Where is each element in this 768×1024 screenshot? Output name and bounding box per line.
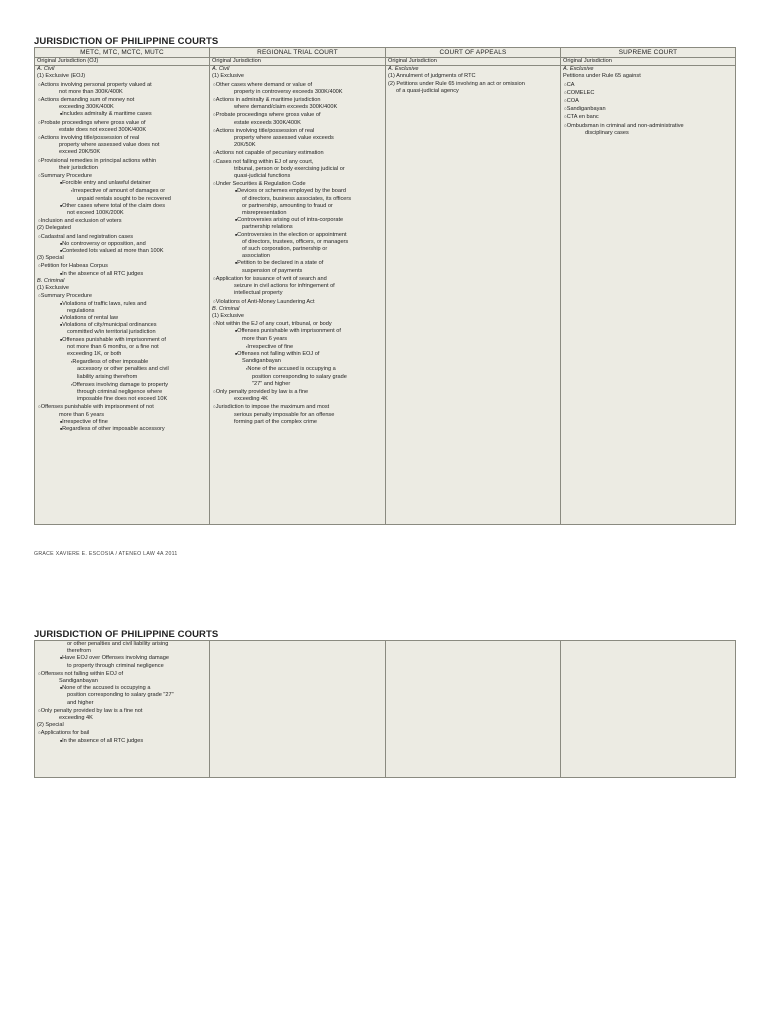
mtc-lines-continued xyxy=(37,641,209,745)
list-item: ■ Irrespective of fine xyxy=(37,419,209,426)
list-item: ○ Cadastral and land registration cases xyxy=(37,233,209,241)
cell-heading: Original Jurisdiction xyxy=(386,58,561,66)
list-item: ○ Summary Procedure xyxy=(37,172,209,180)
list-item: ■ No controversy or opposition, and xyxy=(37,241,209,248)
rtc-cell xyxy=(210,58,386,525)
list-item: ■ In the absence of all RTC judges xyxy=(37,271,209,278)
list-item: accessory or other penalties and civil xyxy=(77,366,169,373)
list-item: through criminal negligence where xyxy=(77,388,163,395)
column-header: COURT OF APPEALS xyxy=(386,48,561,58)
list-item: ○ Actions in admiralty & maritime jurisdiction xyxy=(212,96,385,104)
mtc-lines xyxy=(37,66,209,433)
list-item: ■ Regardless of other imposable accessory xyxy=(37,426,209,433)
mtc-cell-continued xyxy=(35,641,210,778)
table-row xyxy=(35,641,736,778)
list-item: ○ CA xyxy=(563,81,735,89)
table-row xyxy=(35,58,736,525)
list-item: exceed 20K/50K xyxy=(59,149,101,156)
list-item: ○ Inclusion and exclusion of voters xyxy=(37,217,209,225)
page-title: JURISDICTION OF PHILIPPINE COURTS xyxy=(34,36,219,47)
list-item: ▪ Offenses involving damage to property xyxy=(37,381,209,389)
list-item: ○ Actions demanding sum of money not xyxy=(37,96,209,104)
list-item: ○ Other cases where demand or value of xyxy=(212,81,385,89)
jurisdiction-table-continued xyxy=(34,640,736,778)
list-item: "27" and higher xyxy=(252,380,291,387)
list-item: property where assessed value exceeds xyxy=(234,135,334,142)
list-item: where demand/claim exceeds 300K/400K xyxy=(234,104,338,111)
list-item: ○ Offenses not falling within EOJ of xyxy=(37,670,209,678)
list-item: quasi-judicial functions xyxy=(234,173,291,180)
list-item: property in controversy exceeds 300K/400K xyxy=(234,88,343,95)
list-item: ○ Violations of Anti-Money Laundering Act xyxy=(212,298,385,306)
list-item: imposable fine does not exceed 10K xyxy=(77,396,168,403)
list-item: (1) Exclusive xyxy=(212,73,245,80)
list-item: 20K/50K xyxy=(234,142,256,149)
list-item: ○ COMELEC xyxy=(563,89,735,97)
list-item: disciplinary cases xyxy=(585,129,629,136)
list-item: and higher xyxy=(67,699,94,706)
list-item: estate exceeds 300K/400K xyxy=(234,119,301,126)
list-item: unpaid rentals sought to be recovered xyxy=(77,195,171,202)
document-page-2 xyxy=(34,629,735,778)
cell-heading: Original Jurisdiction (OJ) xyxy=(35,58,210,66)
sc-lines xyxy=(563,66,735,137)
list-item: A. Exclusive xyxy=(563,66,594,73)
list-item: B. Criminal xyxy=(37,277,65,284)
cell-heading: Original Jurisdiction xyxy=(210,58,386,66)
list-item: exceeding 4K xyxy=(234,396,268,403)
list-item: ○ COA xyxy=(563,97,735,105)
list-item: ○ Probate proceedings where gross value of xyxy=(37,119,209,127)
list-item: Petitions under Rule 65 against xyxy=(563,73,641,80)
list-item: (1) Exclusive (EOJ) xyxy=(37,73,86,80)
list-item: (2) Special xyxy=(37,722,64,729)
list-item: estate does not exceed 300K/400K xyxy=(59,126,147,133)
list-item: ○ Actions not capable of pecuniary estimation xyxy=(212,149,385,157)
list-item: ■ In the absence of all RTC judges xyxy=(37,738,209,745)
list-item: ▪ Irrespective of amount of damages or xyxy=(37,187,209,195)
list-item: ○ Applications for bail xyxy=(37,729,209,737)
ca-cell xyxy=(386,58,561,525)
list-item: ■ Violations of traffic laws, rules and xyxy=(37,301,209,308)
list-item: position corresponding to salary grade xyxy=(252,373,347,380)
sc-cell xyxy=(561,58,736,525)
list-item: ○ Not within the EJ of any court, tribunal, or body xyxy=(212,320,385,328)
list-item: partnership relations xyxy=(242,224,293,231)
document-page-1 xyxy=(34,36,735,525)
list-item: committed w/in territorial jurisdiction xyxy=(67,329,156,336)
list-item: association xyxy=(242,253,270,260)
page-footer: GRACE XAVIERE E. ESCOSIA / ATENEO LAW 4A 2011 xyxy=(34,551,178,557)
list-item: serious penalty imposable for an offense xyxy=(234,411,335,418)
list-item: A. Exclusive xyxy=(388,66,419,73)
list-item: ■ Violations of city/municipal ordinances xyxy=(37,322,209,329)
list-item: (3) Special xyxy=(37,255,64,262)
cell-heading: Original Jurisdiction xyxy=(561,58,736,66)
list-item: ▪ None of the accused is occupying a xyxy=(212,365,385,373)
list-item: ○ Only penalty provided by law is a fine not xyxy=(37,707,209,715)
rtc-cell-continued xyxy=(210,641,386,778)
list-item: ○ Summary Procedure xyxy=(37,292,209,300)
list-item: ○ Petition for Habeas Corpus xyxy=(37,262,209,270)
list-item: ■ Controversies arising out of intra-corporate xyxy=(212,217,385,224)
list-item: more than 6 years xyxy=(242,335,288,342)
list-item: ■ Other cases where total of the claim does xyxy=(37,203,209,210)
list-item: (1) Annulment of judgments of RTC xyxy=(388,73,476,80)
ca-cell-continued xyxy=(386,641,561,778)
list-item: ■ None of the accused is occupying a xyxy=(37,685,209,692)
sc-cell-continued xyxy=(561,641,736,778)
list-item: not exceed 100K/200K xyxy=(67,210,124,217)
list-item: ▪ Regardless of other imposable xyxy=(37,358,209,366)
mtc-cell xyxy=(35,58,210,525)
list-item: (1) Exclusive xyxy=(212,312,245,319)
column-header: REGIONAL TRIAL COURT xyxy=(210,48,386,58)
column-header: SUPREME COURT xyxy=(561,48,736,58)
list-item: Sandiganbayan xyxy=(59,678,98,685)
list-item: ○ Provisional remedies in principal actions within xyxy=(37,157,209,165)
list-item: Sandiganbayan xyxy=(242,358,281,365)
list-item: suspension of payments xyxy=(242,267,303,274)
page-title: JURISDICTION OF PHILIPPINE COURTS xyxy=(34,629,219,640)
list-item: position corresponding to salary grade "27" xyxy=(67,692,174,699)
list-item: not more than 6 months, or a fine not xyxy=(67,343,159,350)
list-item: ○ Cases not falling within EJ of any court, xyxy=(212,158,385,166)
list-item: ○ Probate proceedings where gross value of xyxy=(212,111,385,119)
list-item: of such corporation, partnership or xyxy=(242,246,328,253)
list-item: ○ CTA en banc xyxy=(563,113,735,121)
jurisdiction-table xyxy=(34,47,736,525)
list-item: not more than 300K/400K xyxy=(59,88,123,95)
table-header-row xyxy=(35,48,736,58)
list-item: A. Civil xyxy=(37,66,55,73)
list-item: seizure in civil actions for infringement of xyxy=(234,283,335,290)
list-item: exceeding 300K/400K xyxy=(59,104,114,111)
list-item: ○ Jurisdiction to impose the maximum and most xyxy=(212,403,385,411)
list-item: A. Civil xyxy=(212,66,230,73)
list-item: B. Criminal xyxy=(212,305,240,312)
list-item: ■ Forcible entry and unlawful detainer xyxy=(37,180,209,187)
list-item: ○ Actions involving title/possession of real xyxy=(37,134,209,142)
list-item: or partnership, amounting to fraud or xyxy=(242,202,333,209)
list-item: of a quasi-judicial agency xyxy=(396,87,459,94)
list-item: liability arising therefrom xyxy=(77,373,138,380)
list-item: ■ Contested lots valued at more than 100K xyxy=(37,248,209,255)
list-item: ▪ Irrespective of fine xyxy=(212,343,385,351)
list-item: or other penalties and civil liability arising xyxy=(67,641,169,647)
list-item: ○ Ombudsman in criminal and non-administrative xyxy=(563,122,735,130)
list-item: ■ Offenses not falling within EOJ of xyxy=(212,351,385,358)
list-item: their jurisdiction xyxy=(59,164,98,171)
list-item: more than 6 years xyxy=(59,411,105,418)
list-item: ■ Have EOJ over Offenses involving damage xyxy=(37,655,209,662)
list-item: ■ Devices or schemes employed by the board xyxy=(212,188,385,195)
rtc-lines xyxy=(212,66,385,426)
list-item: (2) Petitions under Rule 65 involving an act or omission xyxy=(388,80,525,87)
list-item: ○ Under Securities & Regulation Code xyxy=(212,180,385,188)
list-item: ■ Includes admiralty & maritime cases xyxy=(37,111,209,118)
list-item: exceeding 4K xyxy=(59,715,93,722)
list-item: misrepresentation xyxy=(242,210,287,217)
list-item: ■ Violations of rental law xyxy=(37,315,209,322)
list-item: property where assessed value does not xyxy=(59,142,160,149)
list-item: ■ Petition to be declared in a state of xyxy=(212,260,385,267)
list-item: ○ Application for issuance of writ of search and xyxy=(212,275,385,283)
list-item: of directors, business associates, its officers xyxy=(242,195,352,202)
list-item: ○ Actions involving title/possession of real xyxy=(212,127,385,135)
ca-lines xyxy=(388,66,560,95)
list-item: ○ Offenses punishable with imprisonment of not xyxy=(37,403,209,411)
list-item: of directors, trustees, officers, or managers xyxy=(242,238,349,245)
list-item: ■ Offenses punishable with imprisonment of xyxy=(212,328,385,335)
list-item: ■ Offenses punishable with imprisonment of xyxy=(37,337,209,344)
column-header: METC, MTC, MCTC, MUTC xyxy=(35,48,210,58)
list-item: (1) Exclusive xyxy=(37,285,70,292)
list-item: exceeding 1K, or both xyxy=(67,350,122,357)
list-item: ■ Controversies in the election or appointment xyxy=(212,232,385,239)
list-item: ○ Actions involving personal property valued at xyxy=(37,81,209,89)
list-item: regulations xyxy=(67,307,95,314)
list-item: tribunal, person or body exercising judicial or xyxy=(234,165,345,172)
list-item: ○ Sandiganbayan xyxy=(563,105,735,113)
list-item: forming part of the complex crime xyxy=(234,418,318,425)
list-item: therefrom xyxy=(67,648,91,655)
list-item: ○ Only penalty provided by law is a fine xyxy=(212,388,385,396)
list-item: intellectual property xyxy=(234,290,283,297)
list-item: (2) Delegated xyxy=(37,225,71,232)
list-item: to property through criminal negligence xyxy=(67,662,164,669)
